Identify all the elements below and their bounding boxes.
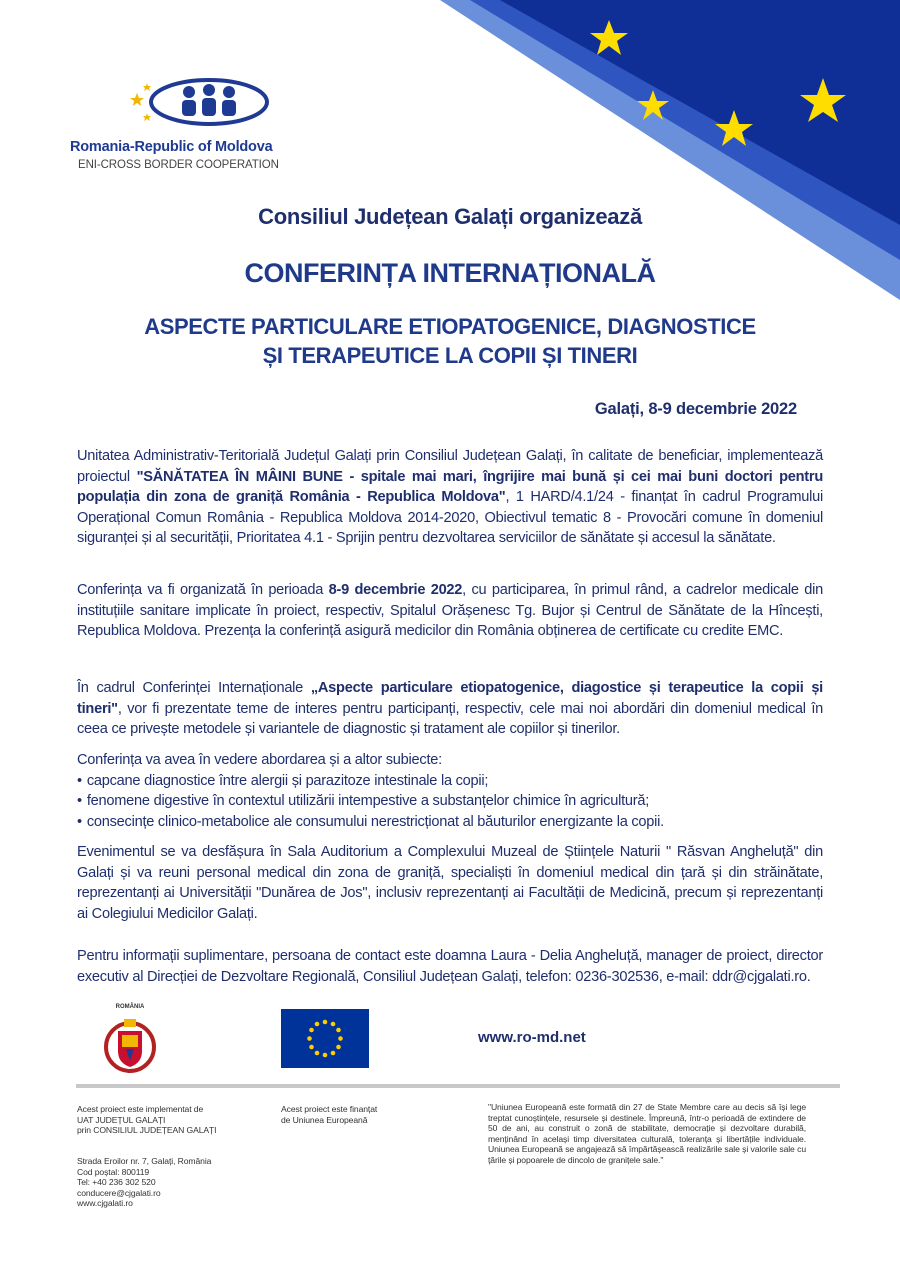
paragraph-dates xyxy=(77,580,823,642)
footer-phone: Tel: +40 236 302 520 xyxy=(77,1177,156,1187)
p3-text-b: , vor fi prezentate teme de interes pentru participanți, respectiv, cele mai noi abordări din domeniul medical în ceea ce privește metodele și variantele de diagnostic și tratament ale copiilor și tinerilor. xyxy=(77,700,823,737)
footer-line: Acest proiect este implementat de xyxy=(77,1104,204,1114)
list-item: • consecințe clinico-metabolice ale consumului nerestricționat al băuturilor energizante la copii. xyxy=(77,812,823,833)
footer-divider xyxy=(76,1084,840,1088)
paragraph-venue xyxy=(77,842,823,924)
emblem-country-label: ROMÂNIA xyxy=(115,1004,145,1010)
program-logo-icon xyxy=(125,75,285,131)
program-logo-subtitle: ENI-CROSS BORDER COOPERATION xyxy=(78,159,279,171)
list-item: • capcane diagnostice între alergii și parazitoze intestinale la copii; xyxy=(77,771,823,792)
footer-line: Acest proiect este finanțat xyxy=(281,1104,378,1114)
eu-flag-icon xyxy=(281,1009,369,1068)
footer-email-link[interactable]: conducere@cjgalati.ro xyxy=(77,1187,161,1198)
footer-line: UAT JUDEȚUL GALAȚI xyxy=(77,1114,166,1125)
paragraph-contact xyxy=(77,946,823,987)
conference-subtitle-line2: ȘI TERAPEUTICE LA COPII ȘI TINERI xyxy=(262,343,638,368)
footer-address xyxy=(77,1156,267,1209)
place-date: Galați, 8-9 decembrie 2022 xyxy=(594,400,797,418)
project-name: "SĂNĂTATEA ÎN MÂINI BUNE - spitale mai mari, îngrijire mai bună și cei mai buni doctori pentru populația din zona de graniță România - Republica Moldova" xyxy=(77,468,823,505)
paragraph-project xyxy=(77,446,823,549)
footer-line: prin CONSILIUL JUDEȚEAN GALAȚI xyxy=(77,1125,217,1135)
county-emblem-icon xyxy=(100,1007,160,1075)
program-logo-title: Romania-Republic of Moldova xyxy=(70,139,273,155)
footer-address-line: Cod poștal: 800119 xyxy=(77,1166,150,1177)
paragraph-themes xyxy=(77,678,823,740)
footer-website-link[interactable]: www.cjgalati.ro xyxy=(77,1198,133,1208)
paragraph-subjects xyxy=(77,750,823,832)
p3-text-a: În cadrul Conferinței Internaționale xyxy=(77,680,311,696)
venue-text: Evenimentul se va desfășura în Sala Auditorium a Complexului Muzeal de Științele Naturii " Răsvan Angheluță" din Galați și va reuni personal medical din zona de graniță, specialiști în domeniul medical din țară și din străinătate, reprezentanți ai Universității "Dunărea de Jos", inclusiv reprezentanți ai Facultății de Medicină, precum și reprezentanți ai Colegiului Medicilor Galați. xyxy=(77,844,823,922)
p1-text-a: Unitatea Administrativ-Teritorială Județul Galați prin Consiliul Județean Galați, în calitate de beneficiar, implementează proiectul xyxy=(77,448,823,485)
conference-title: CONFERINȚA INTERNAȚIONALĂ xyxy=(244,258,656,288)
conference-dates: 8-9 decembrie 2022 xyxy=(328,582,463,598)
eu-statement-text: "Uniunea Europeană este formată din 27 de State Membre care au decis să își lege treptat cunoștințele, resursele și destinele. Împreună, într-o perioadă de extindere de 50 de ani, au construit o zonă de stabilitate, democrație și dezvoltare durabilă, menținând în același timp diversitatea culturală, toleranța și libertățile individuale. Uniunea Europeană se angajează să împărtășească realizările sale și valorile sale cu țările și popoarele de dincolo de granițele sale." xyxy=(488,1102,806,1165)
p1-text-b: , 1 HARD/4.1/24 - finanțat în cadrul Programului Operațional Comun România - Republica Moldova 2014-2020, Obiectivul tematic 8 - Provocări comune în domeniul siguranței și al securității, Prioritatea 4.1 - Sprijin pentru dezvoltarea serviciilor de sănătate și accesul la sănătate. xyxy=(77,489,823,546)
subjects-list xyxy=(77,771,823,833)
footer-funding xyxy=(281,1104,411,1125)
contact-text: Pentru informații suplimentare, persoana de contact este doamna Laura - Delia Angheluță, manager de proiect, director executiv al Direcției de Dezvoltare Regională, Consiliul Județean Galați, telefon: 0236-302536, e-mail: ddr@cjgalati.ro. xyxy=(77,948,823,985)
p2-text-a: Conferința va fi organizată în perioada xyxy=(77,582,329,598)
conference-subtitle-line1: ASPECTE PARTICULARE ETIOPATOGENICE, DIAGNOSTICE xyxy=(144,314,756,339)
footer-eu-statement xyxy=(488,1102,806,1165)
list-item: • fenomene digestive în contextul utilizării intempestive a substanțelor chimice în agricultură; xyxy=(77,791,823,812)
footer-implementer xyxy=(77,1104,267,1136)
organizer-heading: Consiliul Județean Galați organizează xyxy=(258,204,642,229)
program-website-link[interactable]: www.ro-md.net xyxy=(478,1029,586,1046)
p2-text-b: , cu participarea, în primul rând, a cadrelor medicale din instituțiile sanitare implicate în proiect, respectiv, Spitalul Orășenesc Tg. Bujor și Centrul de Sănătate de la Hîncești, Republica Moldova. Prezența la conferință asigură medicilor din România obținerea de certificate cu credite EMC. xyxy=(77,582,824,639)
footer-line: de Uniunea Europeană xyxy=(281,1114,368,1125)
conference-subtitle xyxy=(100,312,800,370)
conference-name-quote: „Aspecte particulare etiopatogenice, diagostice și terapeutice la copii și tineri" xyxy=(77,680,823,717)
footer-address-line: Strada Eroilor nr. 7, Galați, România xyxy=(77,1156,212,1166)
subjects-intro: Conferința va avea în vedere abordarea și a altor subiecte: xyxy=(77,752,442,768)
corner-dark-band xyxy=(500,0,900,225)
